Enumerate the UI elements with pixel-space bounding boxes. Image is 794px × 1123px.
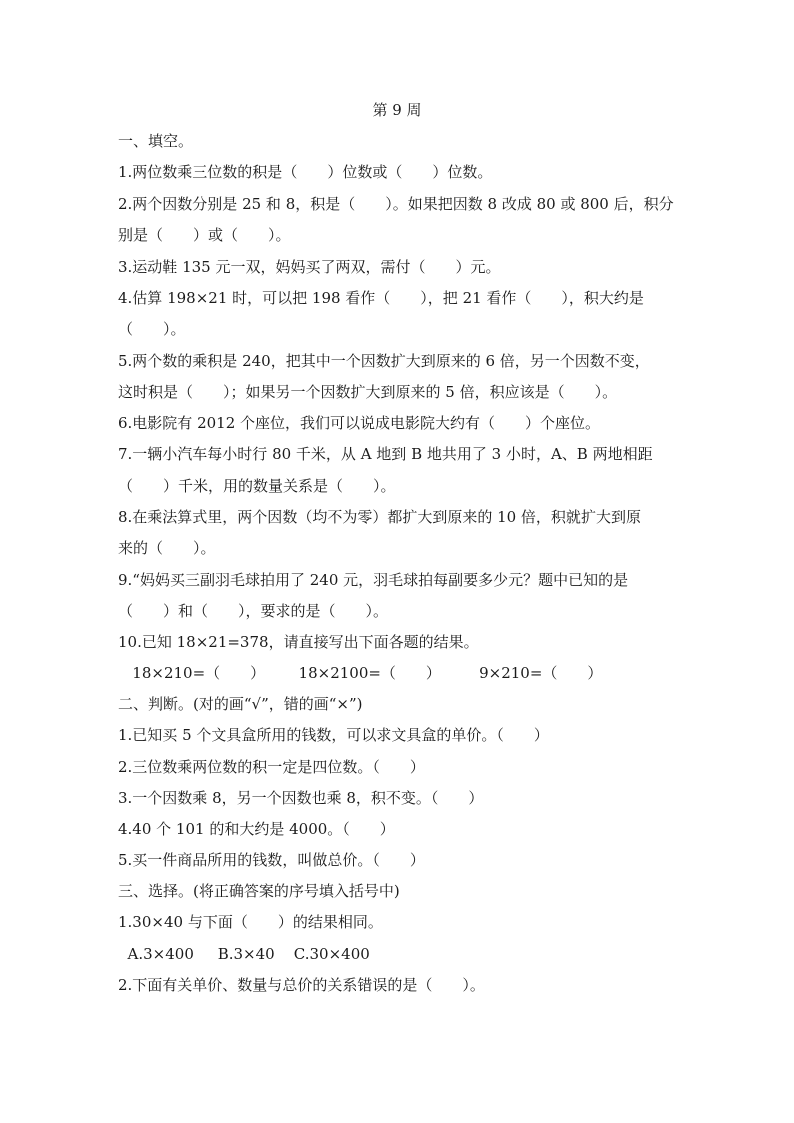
question-line: 1.两位数乘三位数的积是（ ）位数或（ ）位数。 [118, 163, 493, 181]
question-line: 1.已知买 5 个文具盒所用的钱数，可以求文具盒的单价。（ ） [118, 726, 549, 744]
page-title: 第 9 周 [372, 101, 422, 119]
question-line: 4.40 个 101 的和大约是 4000。（ ） [118, 820, 395, 838]
question-line: 2.三位数乘两位数的积一定是四位数。（ ） [118, 758, 425, 776]
question-line: 2.两个因数分别是 25 和 8，积是（ ）。如果把因数 8 改成 80 或 800 后，积分 [118, 195, 674, 213]
question-line: 6.电影院有 2012 个座位，我们可以说成电影院大约有（ ）个座位。 [118, 414, 601, 432]
question-line: 4.估算 198×21 时，可以把 198 看作（ ），把 21 看作（ ），积大约是 [118, 289, 644, 307]
question-line: 7.一辆小汽车每小时行 80 千米，从 A 地到 B 地共用了 3 小时，A、B 两地相距 [118, 445, 653, 463]
question-line: （ ）千米，用的数量关系是（ ）。 [118, 477, 396, 495]
question-line: 5.两个数的乘积是 240，把其中一个因数扩大到原来的 6 倍，另一个因数不变， [118, 352, 650, 370]
question-line: 10.已知 18×21=378，请直接写出下面各题的结果。 [118, 633, 479, 651]
question-line: 来的（ ）。 [118, 539, 216, 557]
question-line: 这时积是（ ）；如果另一个因数扩大到原来的 5 倍，积应该是（ ）。 [118, 383, 618, 401]
section-heading-multiple-choice: 三、选择。(将正确答案的序号填入括号中) [118, 882, 400, 900]
question-line: 18×210=（ ） 18×2100=（ ） 9×210=（ ） [118, 664, 603, 682]
section-heading-fill-blank: 一、填空。 [118, 132, 194, 150]
choice-options: A.3×400 B.3×40 C.30×400 [118, 945, 370, 963]
question-line: （ ）和（ ），要求的是（ ）。 [118, 602, 389, 620]
section-heading-true-false: 二、判断。(对的画“√”，错的画“×”) [118, 695, 363, 713]
question-line: （ ）。 [118, 320, 186, 338]
question-line: 2.下面有关单价、数量与总价的关系错误的是（ ）。 [118, 976, 485, 994]
question-line: 3.一个因数乘 8，另一个因数也乘 8，积不变。（ ） [118, 789, 484, 807]
question-line: 5.买一件商品所用的钱数，叫做总价。（ ） [118, 851, 425, 869]
question-line: 9.“妈妈买三副羽毛球拍用了 240 元，羽毛球拍每副要多少元？题中已知的是 [118, 571, 629, 589]
question-line: 别是（ ）或（ ）。 [118, 226, 291, 244]
question-line: 1.30×40 与下面（ ）的结果相同。 [118, 913, 383, 931]
question-line: 8.在乘法算式里，两个因数（均不为零）都扩大到原来的 10 倍，积就扩大到原 [118, 508, 641, 526]
question-line: 3.运动鞋 135 元一双，妈妈买了两双，需付（ ）元。 [118, 258, 501, 276]
